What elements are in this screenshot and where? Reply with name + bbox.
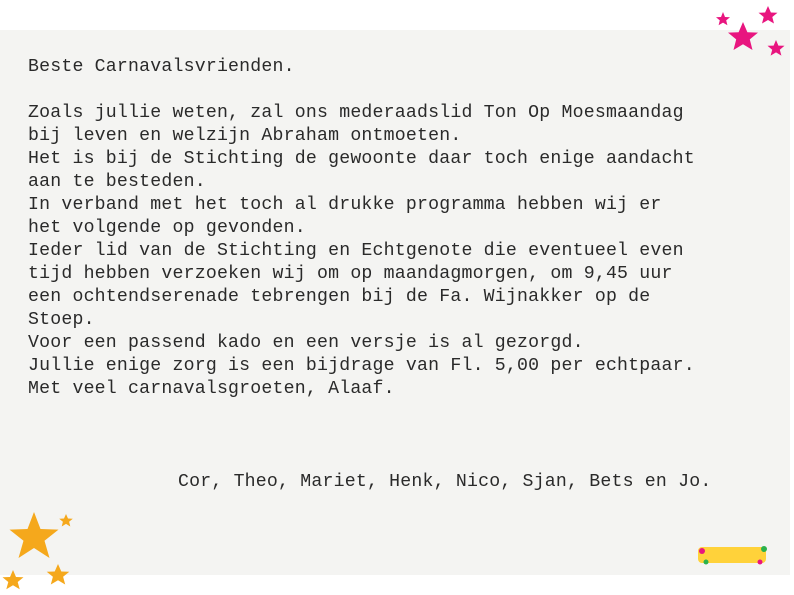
star-icon [10,512,59,558]
letter-line: Voor een passend kado en een versje is al gezorgd. [28,333,584,353]
letter-line: Stoep. [28,310,95,330]
letter-line: Ieder lid van de Stichting en Echtgenote die eventueel even [28,241,684,261]
star-icon [716,12,730,25]
star-icon [59,514,73,527]
salutation: Beste Carnavalsvrienden. [28,57,295,77]
blank-line [28,79,788,102]
letter-line: In verband met het toch al drukke programma hebben wij er [28,195,662,215]
logo-graphic [694,543,770,567]
letter-line: Zoals jullie weten, zal ons mederaadslid Ton Op Moesmaandag [28,103,684,123]
carnival-logo [694,543,770,567]
letter-line: aan te besteden. [28,172,206,192]
letter-line: een ochtendserenade tebrengen bij de Fa. Wijnakker op de [28,287,651,307]
letter-line: het volgende op gevonden. [28,218,306,238]
letter-line: Het is bij de Stichting de gewoonte daar toch enige aandacht [28,149,695,169]
signature: Cor, Theo, Mariet, Henk, Nico, Sjan, Bets en Jo. [178,472,712,492]
star-cluster-top-right [708,0,794,72]
star-icon [759,6,778,24]
star-icon [3,570,24,589]
letter-line: Jullie enige zorg is een bijdrage van Fl. 5,00 per echtpaar. [28,356,695,376]
star-cluster-bottom-left [0,508,92,595]
letter-line: bij leven en welzijn Abraham ontmoeten. [28,126,462,146]
letter-line: tijd hebben verzoeken wij om op maandagmorgen, om 9,45 uur [28,264,673,284]
star-icon [768,40,785,56]
star-icon [47,564,70,585]
letter-body [28,56,788,401]
letter-line: Met veel carnavalsgroeten, Alaaf. [28,379,395,399]
star-icon [728,22,758,50]
